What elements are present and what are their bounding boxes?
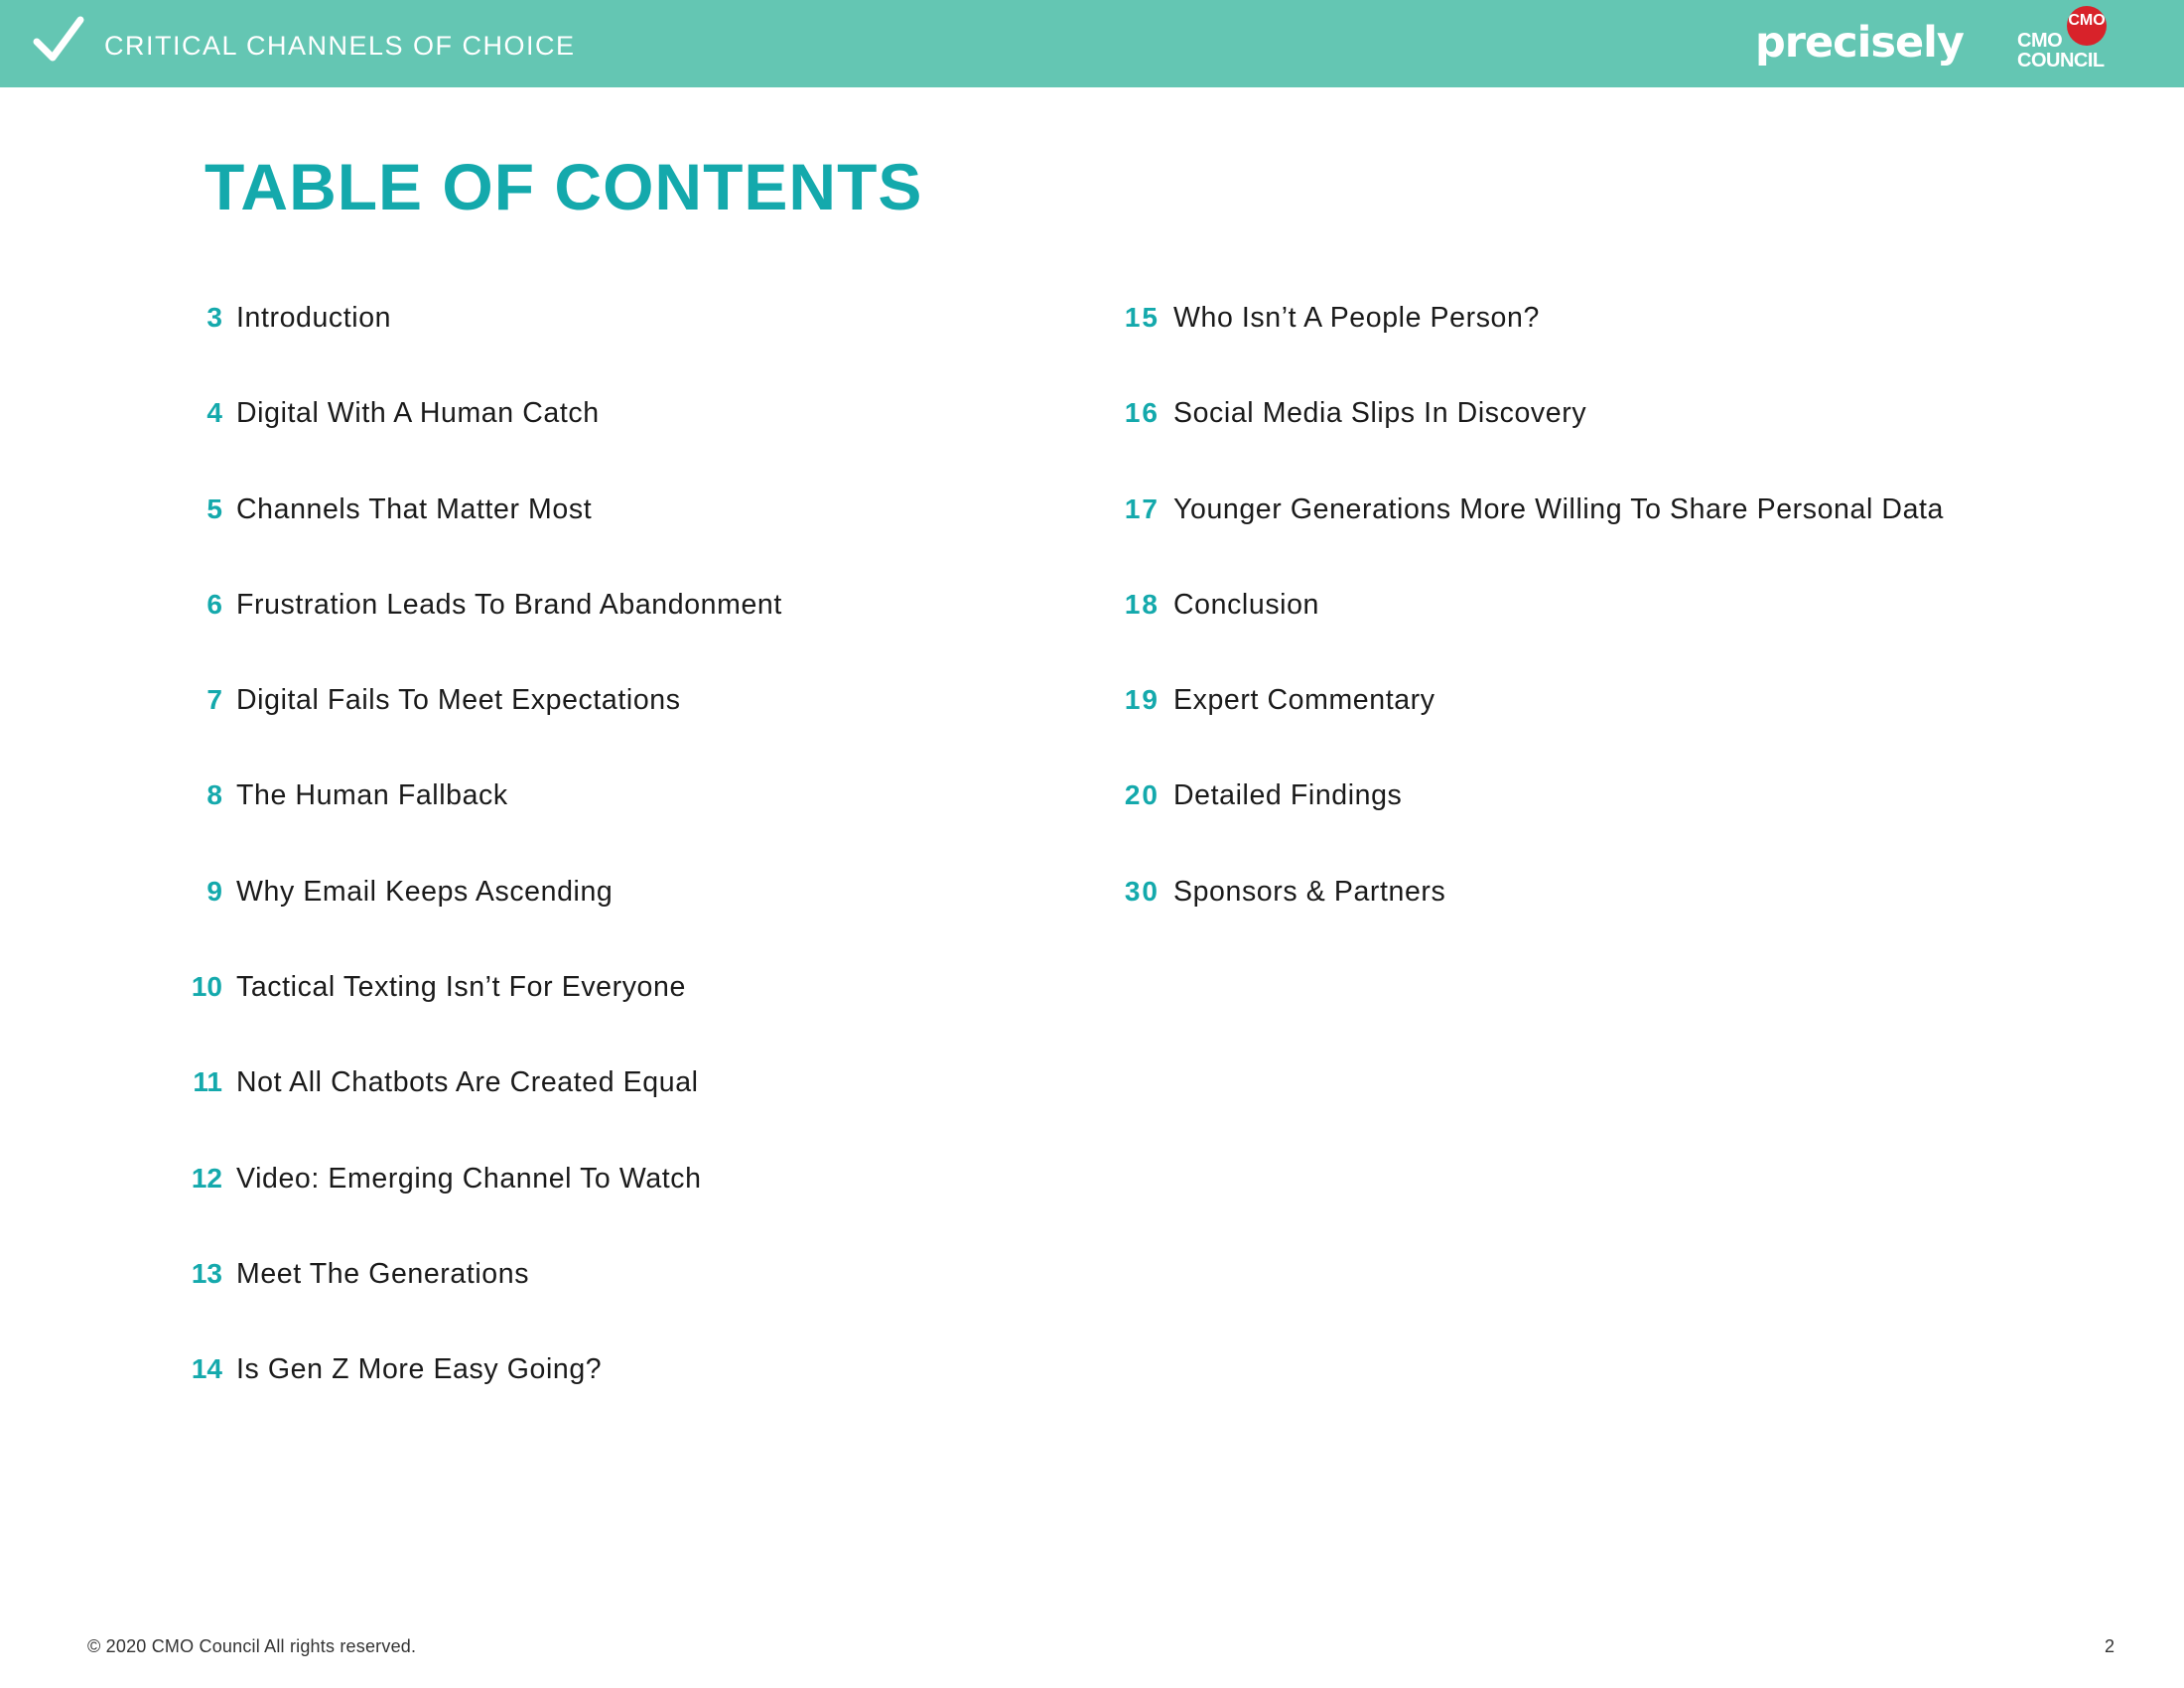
toc-left-column [179, 296, 782, 1444]
toc-item-label: The Human Fallback [236, 779, 508, 812]
toc-item-label: Detailed Findings [1173, 779, 1403, 812]
toc-page-number: 11 [193, 1066, 222, 1098]
toc-page-number: 19 [1124, 684, 1160, 716]
toc-item[interactable] [179, 965, 782, 1060]
toc-page-number: 12 [191, 1162, 222, 1194]
page-number: 2 [2104, 1636, 2115, 1656]
toc-item[interactable] [1112, 870, 1944, 965]
toc-item-label: Who Isn’t A People Person? [1173, 302, 1540, 334]
cmo-logo-mark [2067, 6, 2107, 46]
toc-page-number: 3 [206, 302, 222, 333]
toc-page-number: 20 [1124, 779, 1160, 811]
cmo-logo-line2: COUNCIL [2017, 50, 2105, 71]
toc-right-column [1112, 296, 1944, 965]
header-bar [0, 0, 2184, 87]
toc-page-number: 16 [1124, 397, 1160, 429]
toc-item-label: Introduction [236, 302, 392, 334]
toc-item[interactable] [179, 391, 782, 487]
toc-item-label: Digital With A Human Catch [236, 397, 600, 430]
toc-page-number: 10 [191, 971, 222, 1003]
toc-item-label: Meet The Generations [236, 1257, 530, 1290]
toc-page-number: 7 [206, 684, 222, 716]
toc-item-label: Social Media Slips In Discovery [1173, 397, 1587, 430]
toc-item[interactable] [1112, 488, 1944, 583]
toc-page-number: 5 [206, 492, 222, 524]
toc-page-number: 8 [206, 779, 222, 811]
toc-item-label: Not All Chatbots Are Created Equal [236, 1066, 699, 1099]
toc-item[interactable] [1112, 774, 1944, 869]
page-title: TABLE OF CONTENTS [205, 150, 923, 223]
toc-item-label: Channels That Matter Most [236, 492, 593, 525]
toc-item-label: Younger Generations More Willing To Share Personal Data [1173, 492, 1945, 525]
toc-item[interactable] [179, 1060, 782, 1156]
toc-item-label: Why Email Keeps Ascending [236, 875, 614, 908]
toc-item-label: Video: Emerging Channel To Watch [236, 1162, 702, 1195]
precisely-logo: precisely [1755, 18, 1964, 68]
toc-item[interactable] [179, 1157, 782, 1252]
toc-item[interactable] [179, 583, 782, 678]
toc-item[interactable] [1112, 583, 1944, 678]
checkmark-icon [33, 14, 84, 66]
toc-item-label: Frustration Leads To Brand Abandonment [236, 588, 782, 621]
toc-page-number: 30 [1124, 875, 1160, 907]
toc-item[interactable] [1112, 391, 1944, 487]
toc-page-number: 4 [206, 397, 222, 429]
cmo-council-logo [2015, 6, 2115, 75]
cmo-logo-mark-text: CMO [2068, 12, 2106, 29]
toc-item[interactable] [179, 870, 782, 965]
toc-item-label: Expert Commentary [1173, 684, 1435, 717]
toc-item[interactable] [179, 774, 782, 869]
toc-item-label: Tactical Texting Isn’t For Everyone [236, 971, 686, 1004]
cmo-logo-line1: CMO [2017, 30, 2063, 52]
toc-item-label: Is Gen Z More Easy Going? [236, 1353, 603, 1386]
toc-page-number: 18 [1124, 588, 1160, 620]
toc-item[interactable] [1112, 296, 1944, 391]
toc-item[interactable] [179, 1347, 782, 1443]
toc-page-number: 6 [206, 588, 222, 620]
toc-item[interactable] [179, 1252, 782, 1347]
toc-item[interactable] [179, 678, 782, 774]
toc-item[interactable] [179, 488, 782, 583]
toc-page-number: 13 [191, 1257, 222, 1289]
toc-page-number: 9 [206, 875, 222, 907]
header-title: CRITICAL CHANNELS OF CHOICE [104, 31, 576, 61]
toc-item[interactable] [1112, 678, 1944, 774]
toc-item-label: Conclusion [1173, 588, 1319, 621]
toc-page-number: 14 [191, 1353, 222, 1385]
toc-page-number: 15 [1124, 302, 1160, 333]
footer-copyright: © 2020 CMO Council All rights reserved. [87, 1636, 417, 1656]
toc-item-label: Digital Fails To Meet Expectations [236, 684, 681, 717]
toc-page-number: 17 [1124, 492, 1160, 524]
toc-item[interactable] [179, 296, 782, 391]
toc-item-label: Sponsors & Partners [1173, 875, 1446, 908]
